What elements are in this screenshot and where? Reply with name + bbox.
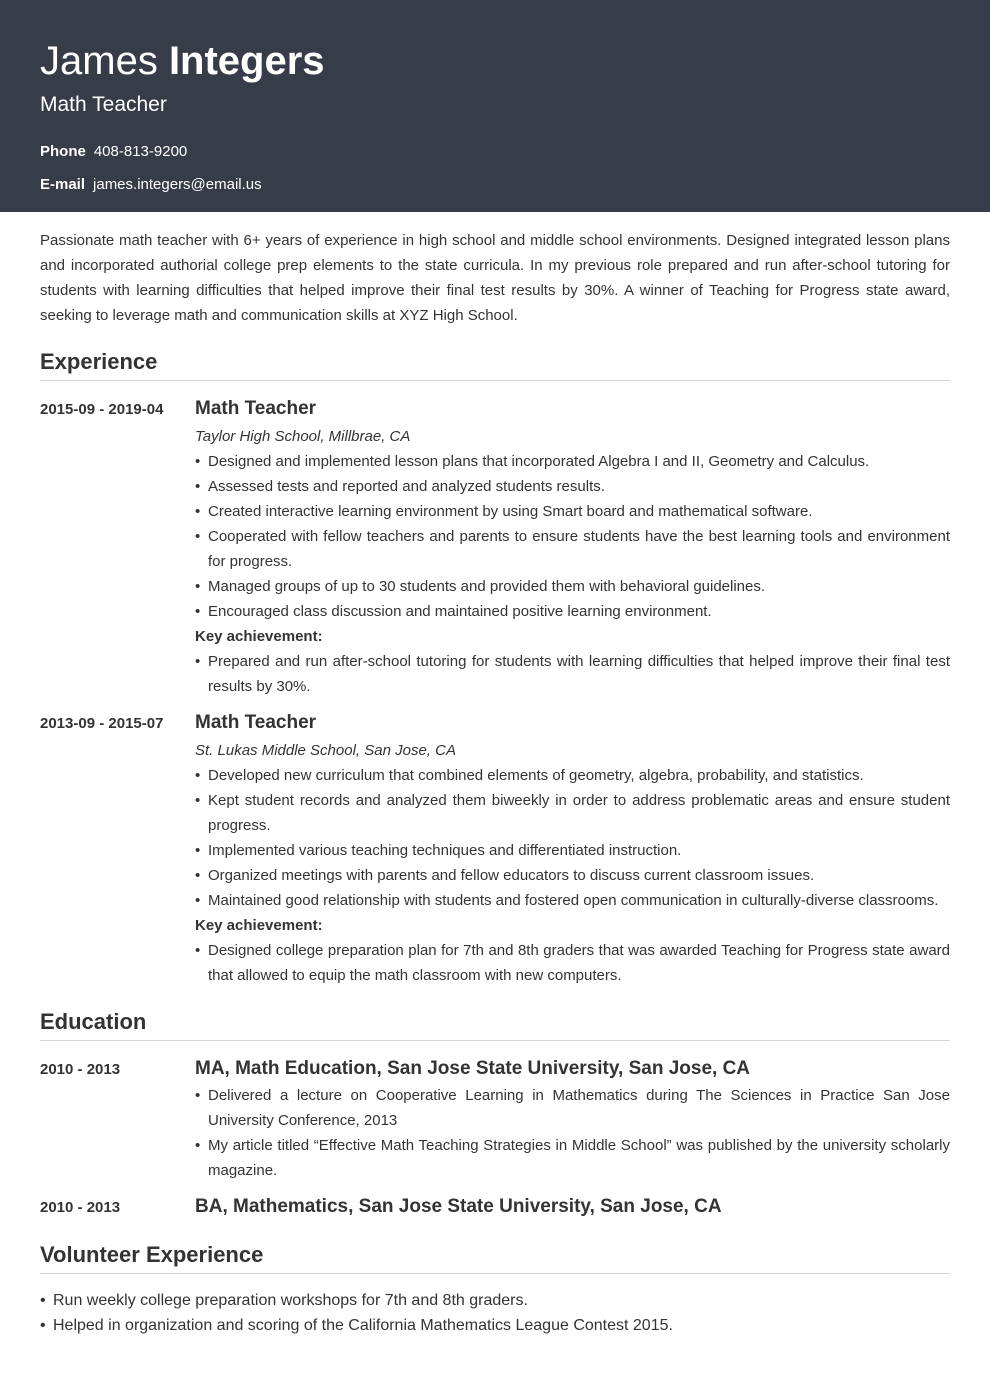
job-title: Math Teacher bbox=[195, 712, 317, 733]
email-label: E-mail bbox=[40, 176, 86, 193]
list-item: • Organized meetings with parents and fellow educators to discuss current classroom issues. bbox=[195, 863, 950, 888]
entry-body bbox=[195, 709, 950, 988]
key-achievement-label: Key achievement: bbox=[195, 628, 323, 645]
degree-title: BA, Mathematics, San Jose State University, San Jose, CA bbox=[195, 1196, 722, 1217]
achievements-list bbox=[195, 938, 950, 988]
list-item: • Developed new curriculum that combined elements of geometry, algebra, probability, and statistics. bbox=[195, 763, 950, 788]
entry-date: 2015-09 - 2019-04 bbox=[40, 401, 164, 418]
education-details-list bbox=[195, 1083, 950, 1183]
experience-entry bbox=[40, 395, 950, 699]
resume-content bbox=[0, 228, 990, 1338]
entry-body bbox=[195, 1055, 950, 1183]
entry-body bbox=[195, 395, 950, 699]
list-item: • Run weekly college preparation workshops for 7th and 8th graders. bbox=[40, 1288, 950, 1313]
volunteer-heading: Volunteer Experience bbox=[40, 1241, 950, 1274]
list-item: • Kept student records and analyzed them biweekly in order to address problematic areas and ensure student progress. bbox=[195, 788, 950, 838]
list-item: • Assessed tests and reported and analyzed students results. bbox=[195, 474, 950, 499]
degree-title: MA, Math Education, San Jose State University, San Jose, CA bbox=[195, 1058, 751, 1079]
experience-heading: Experience bbox=[40, 348, 950, 381]
list-item: • Designed and implemented lesson plans that incorporated Algebra I and II, Geometry and Calculus. bbox=[195, 449, 950, 474]
duties-list bbox=[195, 763, 950, 913]
job-role: Math Teacher bbox=[40, 93, 167, 116]
experience-entry bbox=[40, 709, 950, 988]
summary: Passionate math teacher with 6+ years of experience in high school and middle school environments. Designed integrated lesson plans and incorporated authorial college prep elements to the state curricula. In my previous role prepared and run after-school tutoring for students with learning difficulties that helped improve their final test results by 30%. A winner of Teaching for Progress state award, seeking to leverage math and communication skills at XYZ High School. bbox=[40, 232, 950, 324]
email-row bbox=[40, 175, 950, 195]
entry-body bbox=[195, 1193, 950, 1221]
contact-info bbox=[40, 142, 950, 195]
list-item: • Encouraged class discussion and maintained positive learning environment. bbox=[195, 599, 950, 624]
volunteer-list bbox=[40, 1288, 950, 1338]
phone-label: Phone bbox=[40, 143, 86, 160]
education-heading: Education bbox=[40, 1008, 950, 1041]
list-item: • Delivered a lecture on Cooperative Learning in Mathematics during The Sciences in Practice San Jose University Conference, 2013 bbox=[195, 1083, 950, 1133]
list-item: • My article titled “Effective Math Teaching Strategies in Middle School” was published by the university scholarly magazine. bbox=[195, 1133, 950, 1183]
list-item: • Implemented various teaching techniques and differentiated instruction. bbox=[195, 838, 950, 863]
list-item: • Created interactive learning environment by using Smart board and mathematical software. bbox=[195, 499, 950, 524]
company: St. Lukas Middle School, San Jose, CA bbox=[195, 742, 456, 759]
list-item: • Prepared and run after-school tutoring for students with learning difficulties that helped improve their final test results by 30%. bbox=[195, 649, 950, 699]
key-achievement-label: Key achievement: bbox=[195, 917, 323, 934]
education-entry bbox=[40, 1193, 950, 1221]
list-item: • Cooperated with fellow teachers and parents to ensure students have the best learning tools and environment for progress. bbox=[195, 524, 950, 574]
list-item: • Helped in organization and scoring of the California Mathematics League Contest 2015. bbox=[40, 1313, 950, 1338]
last-name: Integers bbox=[168, 39, 325, 83]
first-name: James bbox=[40, 39, 158, 83]
phone-value[interactable]: 408-813-9200 bbox=[93, 143, 188, 160]
entry-date: 2010 - 2013 bbox=[40, 1061, 121, 1078]
list-item: • Designed college preparation plan for 7th and 8th graders that was awarded Teaching for Progress state award that allowed to equip the math classroom with new computers. bbox=[195, 938, 950, 988]
entry-date: 2010 - 2013 bbox=[40, 1199, 121, 1216]
education-entry bbox=[40, 1055, 950, 1183]
email-value[interactable]: james.integers@email.us bbox=[93, 176, 262, 193]
list-item: • Maintained good relationship with students and fostered open communication in culturally-diverse classrooms. bbox=[195, 888, 950, 913]
resume-header bbox=[0, 0, 990, 212]
company: Taylor High School, Millbrae, CA bbox=[195, 428, 411, 445]
duties-list bbox=[195, 449, 950, 624]
list-item: • Managed groups of up to 30 students and provided them with behavioral guidelines. bbox=[195, 574, 950, 599]
achievements-list bbox=[195, 649, 950, 699]
full-name bbox=[40, 38, 950, 84]
phone-row bbox=[40, 142, 950, 162]
job-title: Math Teacher bbox=[195, 398, 317, 419]
entry-date: 2013-09 - 2015-07 bbox=[40, 715, 164, 732]
